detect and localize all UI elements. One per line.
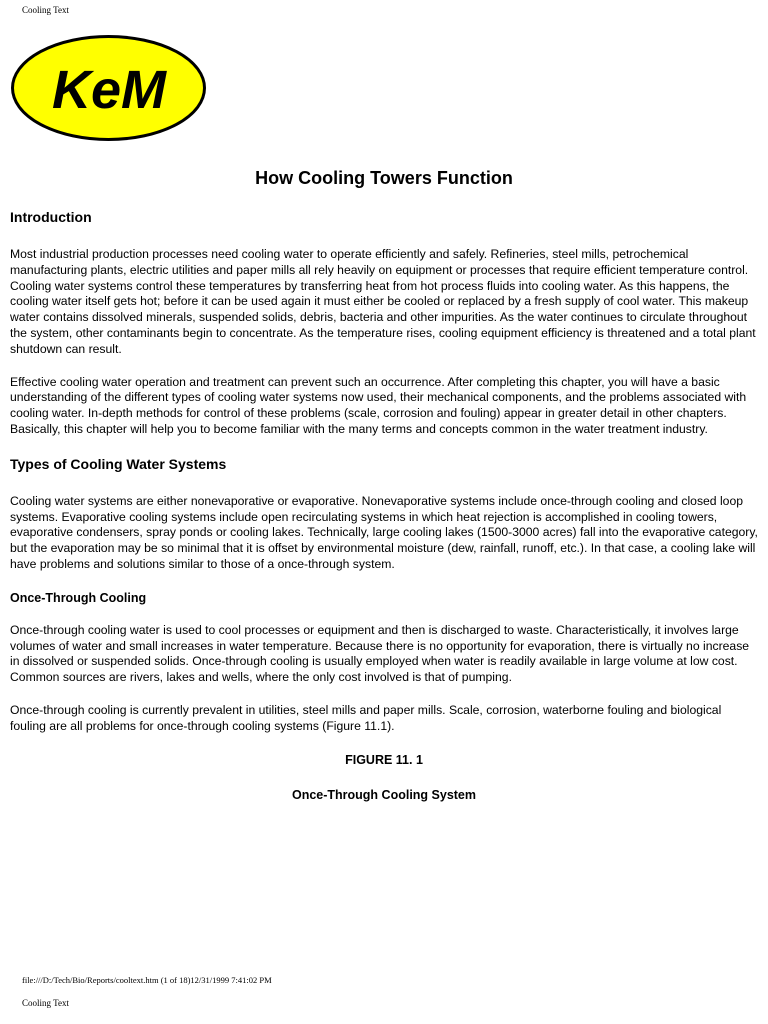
introduction-section: [10, 208, 758, 438]
kem-logo: [10, 34, 207, 142]
next-page-header: Cooling Text: [22, 998, 69, 1008]
types-heading: Types of Cooling Water Systems: [10, 455, 227, 472]
introduction-heading: Introduction: [10, 209, 92, 225]
figure-caption: Once-Through Cooling System: [291, 787, 477, 802]
once-through-section: [10, 590, 758, 735]
once-through-heading: Once-Through Cooling: [10, 590, 147, 605]
page-title: How Cooling Towers Function: [255, 168, 513, 188]
once-through-paragraph-2: Once-through cooling is currently prevalent in utilities, steel mills and paper mills. Scale, corrosion, waterborne fouling and biological fouling are all problems for once-through cooling systems (Figure 11.1).: [10, 702, 722, 733]
kem-logo-graphic: [10, 34, 207, 142]
print-footer-path: file:///D:/Tech/Bio/Reports/cooltext.htm (1 of 18)12/31/1999 7:41:02 PM: [22, 975, 272, 985]
once-through-paragraph-1: Once-through cooling water is used to cool processes or equipment and then is discharged to waste. Characteristically, it involves large volumes of water and small increases in water temperature. Because there is no opportunity for evaporation, there is virtually no increase in dissolved or suspended solids. Once-through cooling is usually employed when water is readily available in large volume at low cost. Common sources are rivers, lakes and wells, where the only cost involved is that of pumping.: [10, 622, 750, 685]
types-paragraph-1: Cooling water systems are either nonevaporative or evaporative. Nonevaporative systems include once-through cooling and closed loop systems. Evaporative cooling systems include open recirculating systems in which heat rejection is accomplished in cooling towers, evaporative condensers, spray ponds or cooling lakes. Technically, large cooling lakes (1500-3000 acres) fall into the evaporative category, but the evaporation may be so minimal that it is offset by environmental moisture (dew, rainfall, runoff, etc.). In that case, a cooling lake will have problems and solutions similar to those of a once-through system.: [10, 493, 758, 571]
document-body: [10, 208, 758, 822]
introduction-paragraph-2: Effective cooling water operation and treatment can prevent such an occurrence. After completing this chapter, you will have a basic understanding of the different types of cooling water systems now used, their mechanical components, and the problems associated with cooling water. In-depth methods for control of these problems (scale, corrosion and fouling) appear in greater detail in other chapters. Basically, this chapter will help you to become familiar with the many terms and concepts common in the water treatment industry.: [10, 374, 747, 436]
introduction-paragraph-1: Most industrial production processes need cooling water to operate efficiently and safely. Refineries, steel mills, petrochemical manufacturing plants, electric utilities and paper mills all rely heavily on equipment or processes that require efficient temperature control. Cooling water systems control these temperatures by transferring heat from hot process fluids into cooling water. As this happens, the cooling water itself gets hot; before it can be used again it must either be cooled or replaced by a fresh supply of cool water. This makeup water contains dissolved minerals, suspended solids, debris, bacteria and other impurities. As the water continues to circulate throughout the system, other contaminants begin to concentrate. As the temperature rises, cooling equipment efficiency is threatened and a total plant shutdown can result.: [10, 247, 756, 356]
figure-number: FIGURE 11. 1: [345, 752, 423, 767]
print-header: Cooling Text: [22, 5, 69, 15]
kem-logo-text: KeM: [51, 60, 167, 120]
types-section: [10, 455, 758, 573]
